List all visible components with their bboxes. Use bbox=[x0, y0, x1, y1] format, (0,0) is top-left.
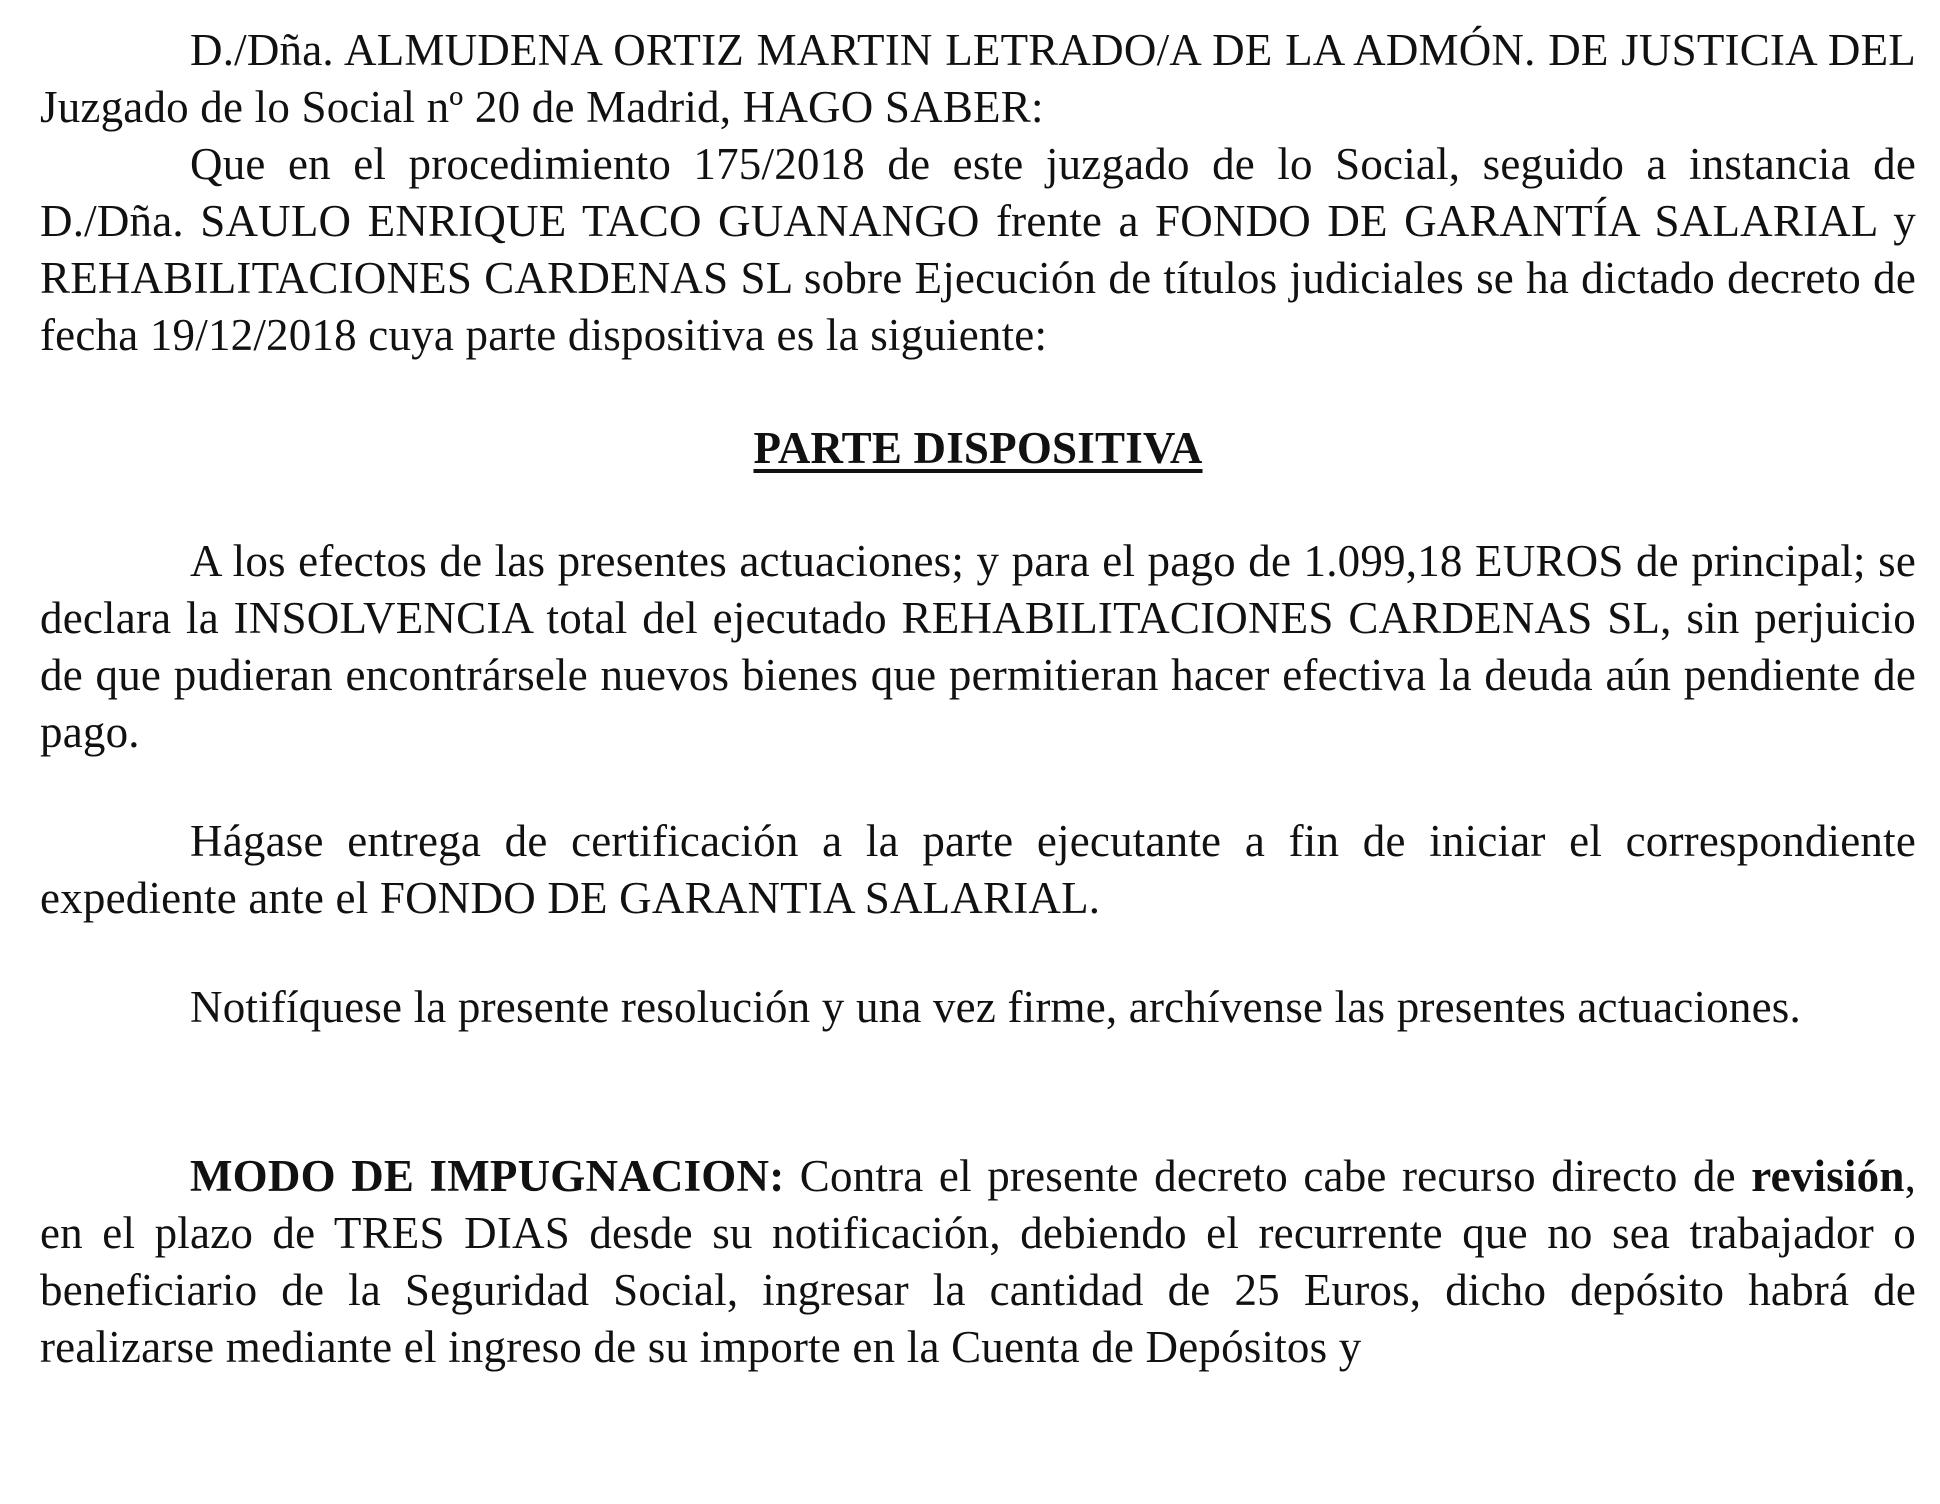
procedure-paragraph: Que en el procedimiento 175/2018 de este juzgado de lo Social, seguido a instancia de D./Dña. SAULO ENRIQUE TACO GUANANGO frente a FONDO DE GARANTÍA SALARIAL y REHABILITACIONES CARDENAS SL sobre Ejecución de títulos judiciales se ha dictado decreto de fecha 19/12/2018 cuya parte dispositiva es la siguiente: bbox=[40, 139, 1916, 360]
document-page bbox=[40, 22, 1916, 1376]
appeal-revision: revisión bbox=[1751, 1151, 1905, 1201]
intro-paragraph: D./Dña. ALMUDENA ORTIZ MARTIN LETRADO/A DE LA ADMÓN. DE JUSTICIA DEL Juzgado de lo Social nº 20 de Madrid, HAGO SABER: bbox=[40, 25, 1916, 132]
appeal-paragraph bbox=[40, 1148, 1916, 1376]
insolvency-paragraph: A los efectos de las presentes actuaciones; y para el pago de 1.099,18 EUROS de principal; se declara la INSOLVENCIA total del ejecutado REHABILITACIONES CARDENAS SL, sin perjuicio de que pudieran encontrársele nuevos bienes que permitieran hacer efectiva la deuda aún pendiente de pago. bbox=[40, 536, 1916, 757]
notification-paragraph: Notifíquese la presente resolución y una vez firme, archívense las presentes actuaciones. bbox=[190, 982, 1801, 1032]
appeal-text-b: , en el plazo de TRES DIAS desde su notificación, debiendo el recurrente que no sea trabajador o beneficiario de la Seguridad Social, ingresar la cantidad de 25 Euros, dicho depósito habrá de realizarse mediante el ingreso de su importe en la Cuenta de Depósitos y bbox=[40, 1151, 1917, 1372]
section-heading: PARTE DISPOSITIVA bbox=[753, 423, 1203, 473]
appeal-lead: MODO DE IMPUGNACION: bbox=[190, 1151, 785, 1201]
appeal-text-a: Contra el presente decreto cabe recurso directo de bbox=[784, 1151, 1752, 1201]
certification-paragraph: Hágase entrega de certificación a la parte ejecutante a fin de iniciar el correspondiente expediente ante el FONDO DE GARANTIA SALARIAL. bbox=[40, 816, 1916, 923]
